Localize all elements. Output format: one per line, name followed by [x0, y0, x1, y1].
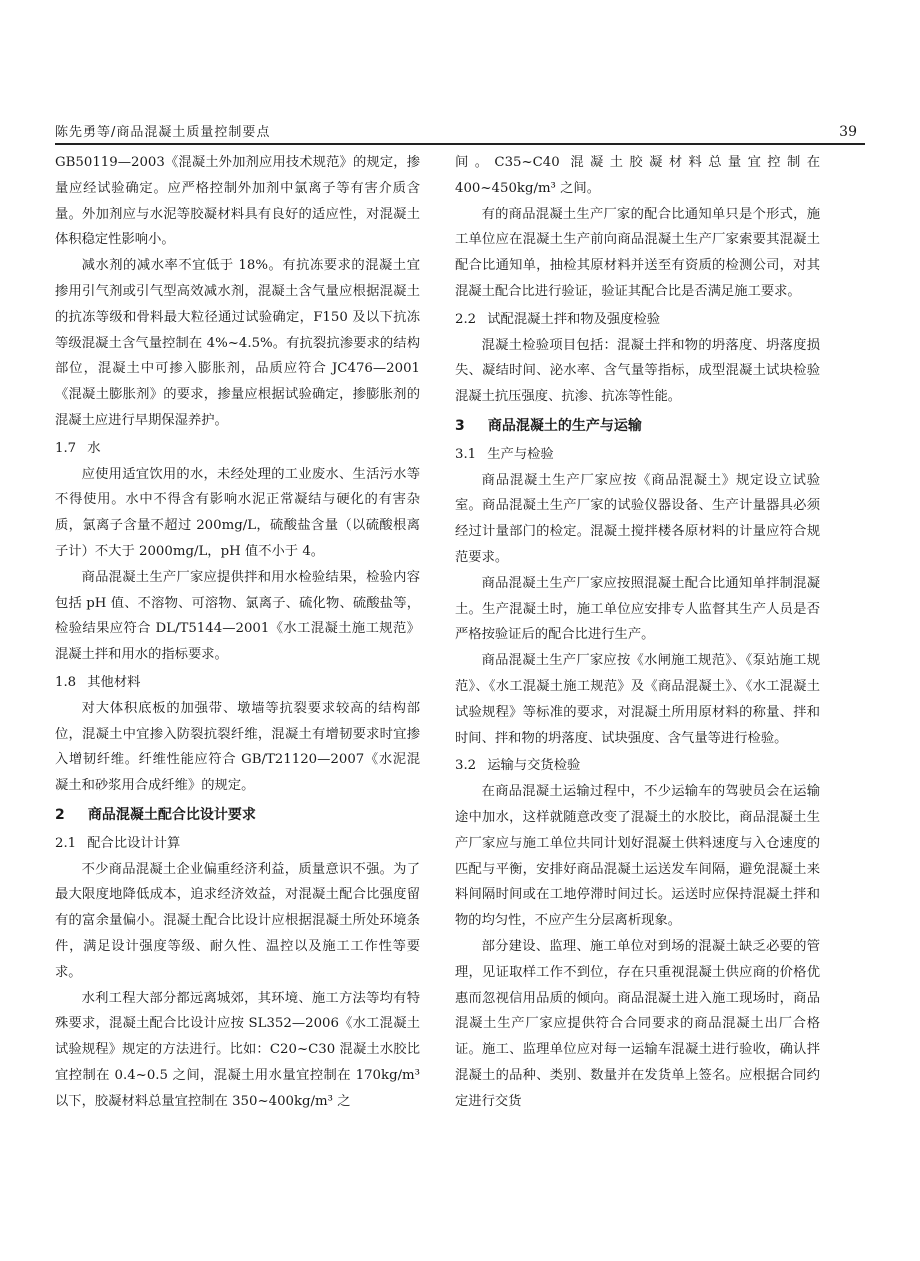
section-heading-3-1 [455, 442, 820, 468]
right-column [455, 150, 820, 1114]
section-number: 2 [55, 806, 65, 823]
section-title: 生产与检验 [487, 446, 554, 462]
paragraph: 间。C35~C40 混凝土胶凝材料总量宜控制在 400~450kg/m³ 之间。 [455, 155, 820, 196]
section-heading-2-2 [455, 307, 820, 333]
section-heading-3-2 [455, 753, 820, 779]
paragraph: 减水剂的减水率不宜低于 18%。有抗冻要求的混凝土宜掺用引气剂或引气型高效减水剂，混凝土含气量应根据混凝土的抗冻等级和骨料最大粒径通过试验确定，F150 及以下抗冻等级混凝土含气量控制在 4%~4.5%。有抗裂抗渗要求的结构部位，混凝土中可掺入膨胀剂，品质应符合 JC476—2001《混凝土膨胀剂》的要求，掺量应根据试验确定，掺膨胀剂的混凝土应进行早期保湿养护。 [55, 258, 420, 428]
page-number: 39 [839, 124, 857, 140]
section-number: 2.1 [55, 835, 77, 851]
paragraph: 水利工程大部分都远离城郊，其环境、施工方法等均有特殊要求，混凝土配合比设计应按 SL352—2006《水工混凝土试验规程》规定的方法进行。比如：C20~C30 混凝土水胶比宜控制在 0.4~0.5 之间，混凝土用水量宜控制在 170kg/m³ 以下，胶凝材料总量宜控制在 350~400kg/m³ 之 [55, 990, 420, 1109]
paragraph: 部分建设、监理、施工单位对到场的混凝土缺乏必要的管理，见证取样工作不到位，存在只重视混凝土供应商的价格优惠而忽视信用品质的倾向。商品混凝土进入施工现场时，商品混凝土生产厂家应提供符合合同要求的商品混凝土出厂合格证。施工、监理单位应对每一运输车混凝土进行验收，确认拌混凝土的品种、类别、数量并在发货单上签名。应根据合同约定进行交货 [455, 938, 820, 1109]
paragraph: 混凝土检验项目包括：混凝土拌和物的坍落度、坍落度损失、凝结时间、泌水率、含气量等指标，成型混凝土试块检验混凝土抗压强度、抗渗、抗冻等性能。 [455, 337, 820, 405]
paragraph: 不少商品混凝土企业偏重经济利益，质量意识不强。为了最大限度地降低成本，追求经济效益，对混凝土配合比强度留有的富余量偏小。混凝土配合比设计应根据混凝土所处环境条件，满足设计强度等级、耐久性、温控以及施工工作性等要求。 [55, 861, 420, 980]
paragraph: 商品混凝土生产厂家应提供拌和用水检验结果，检验内容包括 pH 值、不溶物、可溶物、氯离子、硫化物、硫酸盐等，检验结果应符合 DL/T5144—2001《水工混凝土施工规范》混凝土拌和用水的指标要求。 [55, 569, 420, 663]
paragraph: 应使用适宜饮用的水，未经处理的工业废水、生活污水等不得使用。水中不得含有影响水泥正常凝结与硬化的有害杂质，氯离子含量不超过 200mg/L，硫酸盐含量（以硫酸根离子计）不大于 2000mg/L，pH 值不小于 4。 [55, 466, 420, 559]
section-title: 试配混凝土拌和物及强度检验 [487, 311, 661, 327]
section-heading-2-1 [55, 831, 420, 857]
paragraph: 商品混凝土生产厂家应按《商品混凝土》规定设立试验室。商品混凝土生产厂家的试验仪器设备、生产计量器具必须经过计量部门的检定。混凝土搅拌楼各原材料的计量应符合规范要求。 [455, 472, 820, 565]
running-header [55, 112, 865, 145]
section-title: 商品混凝土配合比设计要求 [87, 806, 256, 823]
section-title: 商品混凝土的生产与运输 [487, 417, 642, 434]
paragraph: 对大体积底板的加强带、墩墙等抗裂要求较高的结构部位，混凝土中宜掺入防裂抗裂纤维，混凝土有增韧要求时宜掺入增韧纤维。纤维性能应符合 GB/T21120—2007《水泥混凝土和砂浆用合成纤维》的规定。 [55, 700, 420, 794]
section-title: 水 [87, 440, 101, 456]
section-number: 3.2 [455, 758, 477, 774]
running-title: 陈先勇等/商品混凝土质量控制要点 [55, 125, 271, 140]
section-number: 3.1 [455, 446, 477, 462]
section-number: 3 [455, 417, 465, 434]
section-heading-3 [455, 414, 820, 440]
section-title: 其他材料 [87, 674, 141, 690]
paragraph: 商品混凝土生产厂家应按《水闸施工规范》、《泵站施工规范》、《水工混凝土施工规范》及《商品混凝土》、《水工混凝土试验规程》等标准的要求，对混凝土所用原材料的称量、拌和时间、拌和物的坍落度、试块强度、含气量等进行检验。 [455, 653, 820, 746]
paragraph: GB50119—2003《混凝土外加剂应用技术规范》的规定，掺量应经试验确定。应严格控制外加剂中氯离子等有害介质含量。外加剂应与水泥等胶凝材料具有良好的适应性，对混凝土体积稳定性影响小。 [55, 155, 420, 248]
section-number: 1.8 [55, 674, 77, 690]
section-title: 运输与交货检验 [487, 758, 581, 774]
paragraph: 商品混凝土生产厂家应按照混凝土配合比通知单拌制混凝土。生产混凝土时，施工单位应安排专人监督其生产人员是否严格按验证后的配合比进行生产。 [455, 575, 820, 643]
section-number: 2.2 [455, 311, 477, 327]
section-heading-1-8 [55, 670, 420, 696]
section-heading-2 [55, 803, 420, 829]
section-heading-1-7 [55, 436, 420, 462]
section-title: 配合比设计计算 [87, 835, 181, 851]
left-column [55, 150, 420, 1114]
paragraph: 在商品混凝土运输过程中，不少运输车的驾驶员会在运输途中加水，这样就随意改变了混凝土的水胶比，商品混凝土生产厂家应与施工单位共同计划好混凝土供料速度与入仓速度的匹配与平衡，安排好商品混凝土运送发车间隔，避免混凝土来料间隔时间或在工地停滞时间过长。运送时应保持混凝土拌和物的均匀性，不应产生分层离析现象。 [455, 784, 820, 929]
section-number: 1.7 [55, 440, 77, 456]
paragraph: 有的商品混凝土生产厂家的配合比通知单只是个形式，施工单位应在混凝土生产前向商品混凝土生产厂家索要其混凝土配合比通知单，抽检其原材料并送至有资质的检测公司，对其混凝土配合比进行验证，验证其配合比是否满足施工要求。 [455, 206, 820, 299]
